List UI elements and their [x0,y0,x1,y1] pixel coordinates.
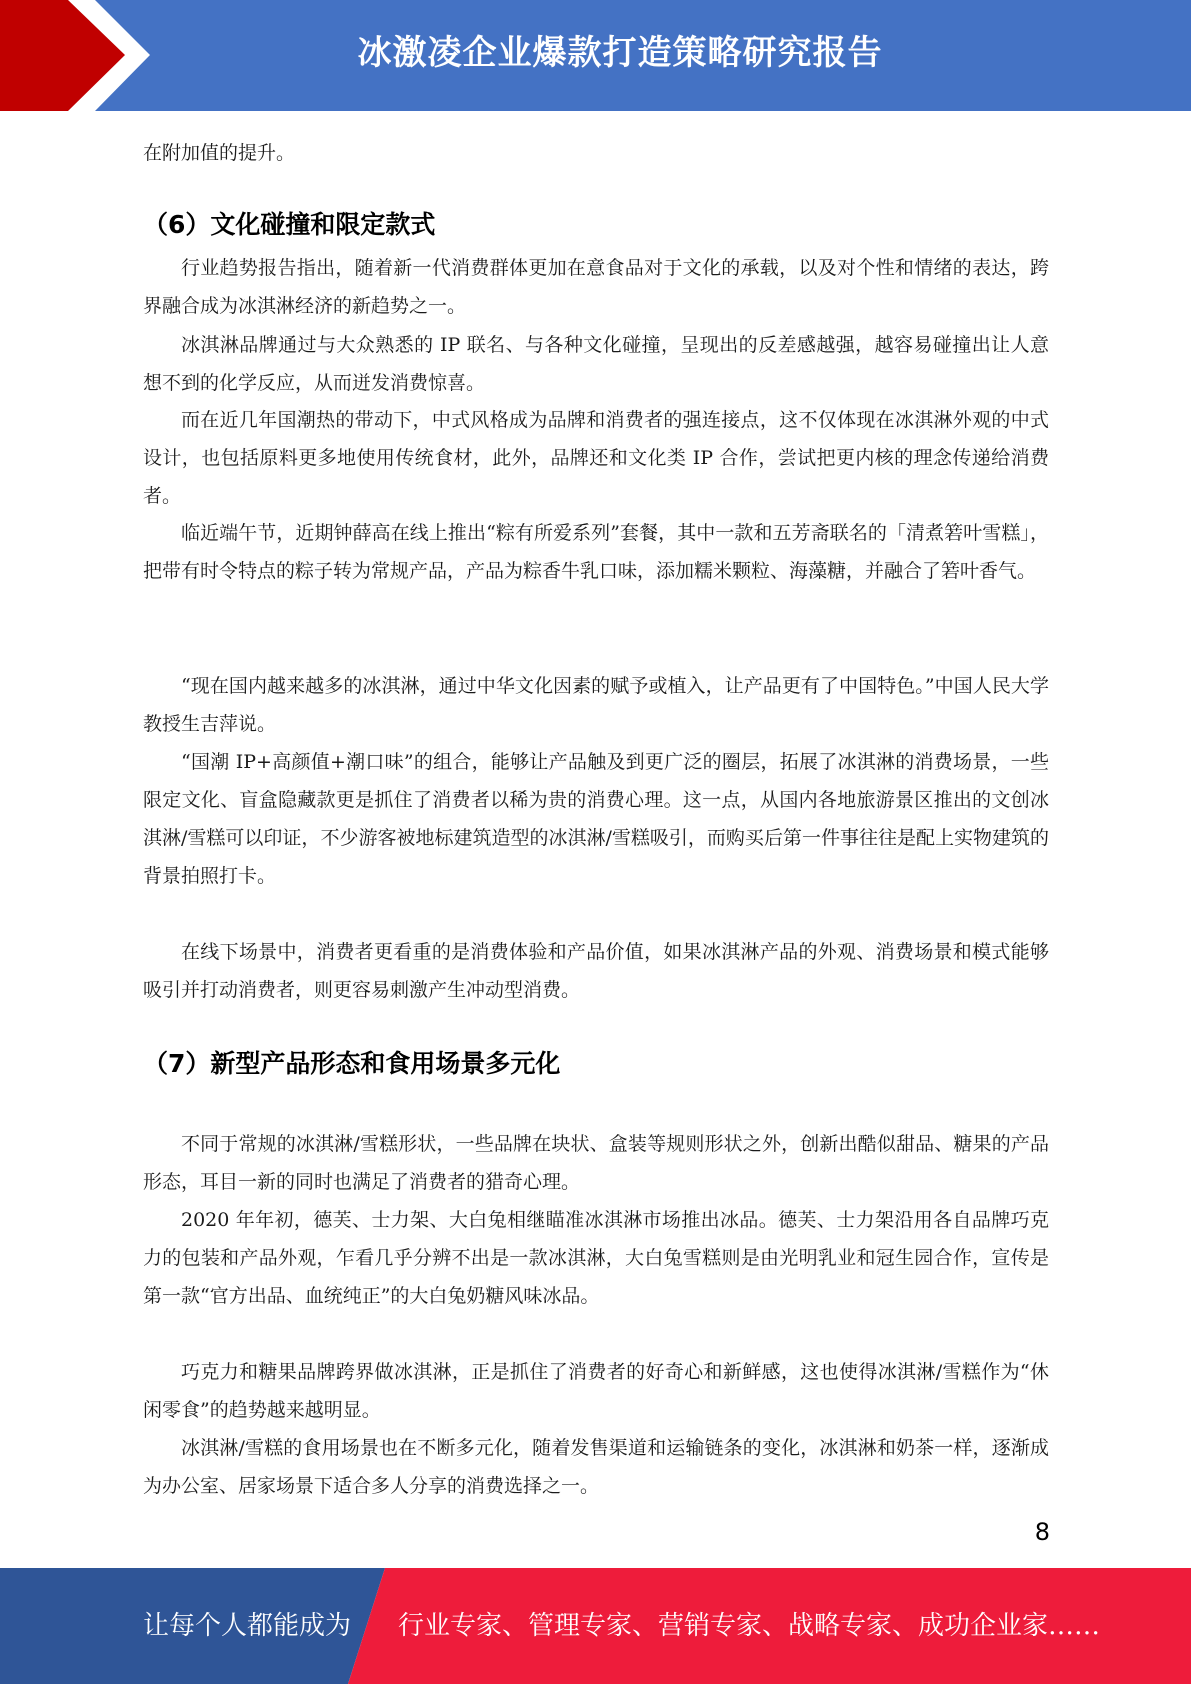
paragraph: “国潮 IP+高颜值+潮口味”的组合，能够让产品触及到更广泛的圈层，拓展了冰淇淋的消费场景，一些限定文化、盲盒隐藏款更是抓住了消费者以稀为贵的消费心理。这一点，从国内各地旅游景区推出的文创冰淇淋/雪糕可以印证，不少游客被地标建筑造型的冰淇淋/雪糕吸引，而购买后第一件事往往是配上实物建筑的背景拍照打卡。 [143,751,1049,887]
paragraph-continuation: 在附加值的提升。 [143,142,296,164]
page-header [0,0,1191,111]
paragraph: 不同于常规的冰淇淋/雪糕形状，一些品牌在块状、盒装等规则形状之外，创新出酷似甜品、糖果的产品形态，耳目一新的同时也满足了消费者的猎奇心理。 [143,1133,1049,1193]
quote-paragraph: “现在国内越来越多的冰淇淋，通过中华文化因素的赋予或植入，让产品更有了中国特色。”中国人民大学教授生吉萍说。 [143,675,1049,735]
paragraph: 行业趋势报告指出，随着新一代消费群体更加在意食品对于文化的承载，以及对个性和情绪的表达，跨界融合成为冰淇淋经济的新趋势之一。 [143,257,1049,317]
footer-slogan-left: 让每个人都能成为 [143,1611,352,1641]
section-heading-6: （6）文化碰撞和限定款式 [143,210,436,239]
page-footer [0,1568,1191,1684]
paragraph: 冰淇淋/雪糕的食用场景也在不断多元化，随着发售渠道和运输链条的变化，冰淇淋和奶茶一样，逐渐成为办公室、居家场景下适合多人分享的消费选择之一。 [143,1437,1049,1497]
paragraph: 2020 年年初，德芙、士力架、大白兔相继瞄准冰淇淋市场推出冰品。德芙、士力架沿用各自品牌巧克力的包装和产品外观，乍看几乎分辨不出是一款冰淇淋，大白兔雪糕则是由光明乳业和冠生园合作，宣传是第一款“官方出品、血统纯正”的大白兔奶糖风味冰品。 [143,1209,1049,1307]
footer-slogan-right: 行业专家、管理专家、营销专家、战略专家、成功企业家…… [398,1611,1101,1641]
paragraph: 而在近几年国潮热的带动下，中式风格成为品牌和消费者的强连接点，这不仅体现在冰淇淋外观的中式设计，也包括原料更多地使用传统食材，此外，品牌还和文化类 IP 合作，尝试把更内核的理念传递给消费者。 [143,409,1049,507]
report-title: 冰激凌企业爆款打造策略研究报告 [357,33,883,73]
page-number: 8 [1034,1518,1050,1546]
section-heading-7: （7）新型产品形态和食用场景多元化 [143,1049,561,1078]
paragraph: 在线下场景中，消费者更看重的是消费体验和产品价值，如果冰淇淋产品的外观、消费场景和模式能够吸引并打动消费者，则更容易刺激产生冲动型消费。 [143,941,1049,1001]
paragraph: 巧克力和糖果品牌跨界做冰淇淋，正是抓住了消费者的好奇心和新鲜感，这也使得冰淇淋/雪糕作为“休闲零食”的趋势越来越明显。 [143,1361,1049,1421]
paragraph: 临近端午节，近期钟薛高在线上推出“粽有所爱系列”套餐，其中一款和五芳斋联名的「清煮箬叶雪糕」，把带有时令特点的粽子转为常规产品，产品为粽香牛乳口味，添加糯米颗粒、海藻糖，并融合了箬叶香气。 [143,522,1049,582]
paragraph: 冰淇淋品牌通过与大众熟悉的 IP 联名、与各种文化碰撞，呈现出的反差感越强，越容易碰撞出让人意想不到的化学反应，从而迸发消费惊喜。 [143,334,1049,394]
